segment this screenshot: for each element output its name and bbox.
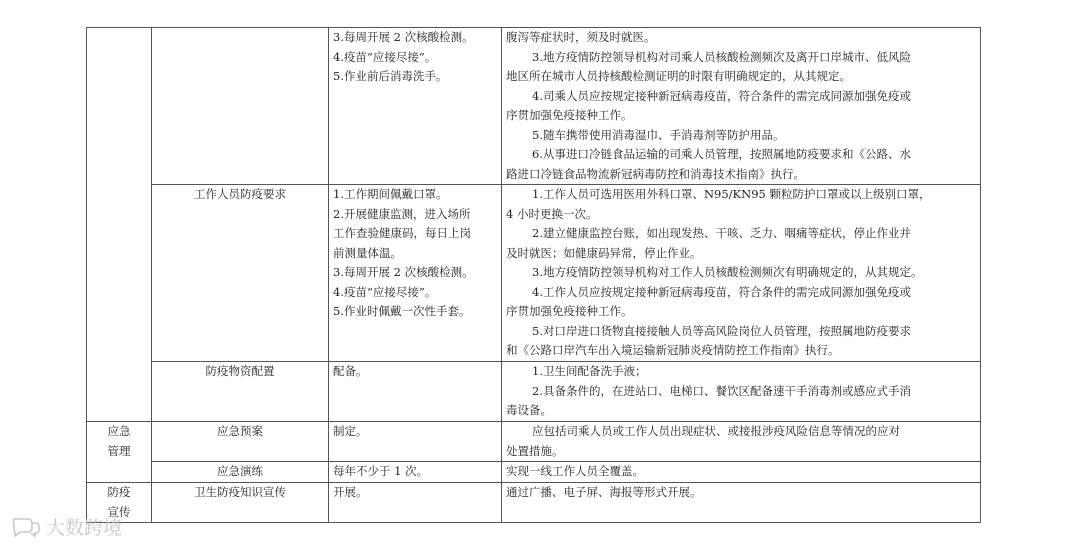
note-line: 毒设备。 xyxy=(506,403,552,417)
note-line: 2.具备条件的，在进站口、电梯口、餐饮区配备速干手消毒剂或感应式手消 xyxy=(532,383,911,398)
requirement-line: 3.每周开展 2 次核酸检测。 xyxy=(333,30,474,44)
requirement-line: 2.开展健康监测，进入场所 xyxy=(333,206,471,221)
watermark xyxy=(10,513,122,540)
note-line: 腹泻等症状时，须及时就医。 xyxy=(506,30,656,44)
item-cell xyxy=(152,28,329,185)
table-row xyxy=(87,462,981,483)
note-line: 4 小时更换一次。 xyxy=(506,206,598,221)
note-line: 路进口冷链食品物流新冠病毒防控和消毒技术指南》执行。 xyxy=(506,166,805,181)
note-line: 5.对口岸进口货物直接接触人员等高风险岗位人员管理，按照属地防疫要求 xyxy=(532,323,911,338)
note-cell xyxy=(502,28,981,185)
note-cell: 实现一线工作人员全覆盖。 xyxy=(502,462,981,483)
watermark-text: 大数跨境 xyxy=(46,517,123,539)
note-line: 应包括司乘人员或工作人员出现症状、或接报涉疫风险信息等情况的应对 xyxy=(532,424,900,438)
table-row xyxy=(87,362,981,422)
note-cell xyxy=(502,185,981,362)
requirement-line: 5.作业前后消毒洗手。 xyxy=(333,69,448,83)
requirement-cell xyxy=(329,185,502,362)
note-line: 1.卫生间配备洗手液； xyxy=(532,364,647,378)
item-cell: 工作人员防疫要求 xyxy=(152,185,329,362)
note-line: 序贯加强免疫接种工作。 xyxy=(506,108,633,122)
note-cell: 通过广播、电子屏、海报等形式开展。 xyxy=(502,483,981,523)
note-line: 2.建立健康监控台账，如出现发热、干咳、乏力、咽痛等症状，停止作业并 xyxy=(532,226,911,240)
note-line: 处置措施。 xyxy=(506,443,564,458)
category-label: 宣传 xyxy=(107,504,131,519)
item-cell: 应急演练 xyxy=(152,462,329,483)
requirement-cell: 配备。 xyxy=(329,362,502,422)
requirement-cell: 制定。 xyxy=(329,422,502,462)
category-cell xyxy=(87,422,152,483)
note-cell xyxy=(502,422,981,462)
requirement-line: 5.作业时佩戴一次性手套。 xyxy=(333,304,471,318)
category-label: 防疫 xyxy=(107,485,131,499)
requirement-cell: 开展。 xyxy=(329,483,502,523)
requirement-line: 3.每周开展 2 次核酸检测。 xyxy=(333,265,474,279)
requirement-line: 工作查验健康码，每日上岗 xyxy=(333,226,471,240)
note-line: 和《公路口岸汽车出入境运输新冠肺炎疫情防控工作指南》执行。 xyxy=(506,343,840,357)
note-line: 序贯加强免疫接种工作。 xyxy=(506,304,633,318)
note-line: 6.从事进口冷链食品运输的司乘人员管理，按照属地防疫要求和《公路、水 xyxy=(532,147,911,161)
requirement-line: 4.疫苗“应接尽接”。 xyxy=(333,284,437,299)
note-line: 及时就医；如健康码异常，停止作业。 xyxy=(506,245,702,260)
requirement-line: 1.工作期间佩戴口罩。 xyxy=(333,187,448,201)
item-cell: 应急预案 xyxy=(152,422,329,462)
item-cell: 防疫物资配置 xyxy=(152,362,329,422)
note-line: 1.工作人员可选用医用外科口罩、N95/KN95 颗粒防护口罩或以上级别口罩， xyxy=(532,187,931,201)
note-line: 4.司乘人员应按规定接种新冠病毒疫苗，符合条件的需完成同源加强免疫或 xyxy=(532,88,911,103)
note-cell xyxy=(502,362,981,422)
chat-bubble-icon xyxy=(10,515,42,539)
table-row xyxy=(87,483,981,523)
table-row xyxy=(87,28,981,185)
table-row xyxy=(87,185,981,362)
note-line: 地区所在城市人员持核酸检测证明的时限有明确规定的，从其规定。 xyxy=(506,69,851,83)
requirement-line: 4.疫苗“应接尽接”。 xyxy=(333,49,437,64)
note-line: 3.地方疫情防控领导机构对工作人员核酸检测频次有明确规定的，从其规定。 xyxy=(532,265,923,279)
item-cell: 卫生防疫知识宣传 xyxy=(152,483,329,523)
category-cell xyxy=(87,28,152,422)
requirement-cell: 每年不少于 1 次。 xyxy=(329,462,502,483)
regulation-table xyxy=(86,27,981,523)
requirement-line: 前测量体温。 xyxy=(333,245,402,260)
note-line: 3.地方疫情防控领导机构对司乘人员核酸检测频次及离开口岸城市、低风险 xyxy=(532,49,911,64)
note-line: 4.工作人员应按规定接种新冠病毒疫苗，符合条件的需完成同源加强免疫或 xyxy=(532,284,911,299)
requirement-cell xyxy=(329,28,502,185)
note-line: 5.随车携带使用消毒湿巾、手消毒剂等防护用品。 xyxy=(532,127,785,142)
category-label: 管理 xyxy=(107,443,131,458)
category-label: 应急 xyxy=(107,424,131,438)
table-row xyxy=(87,422,981,462)
